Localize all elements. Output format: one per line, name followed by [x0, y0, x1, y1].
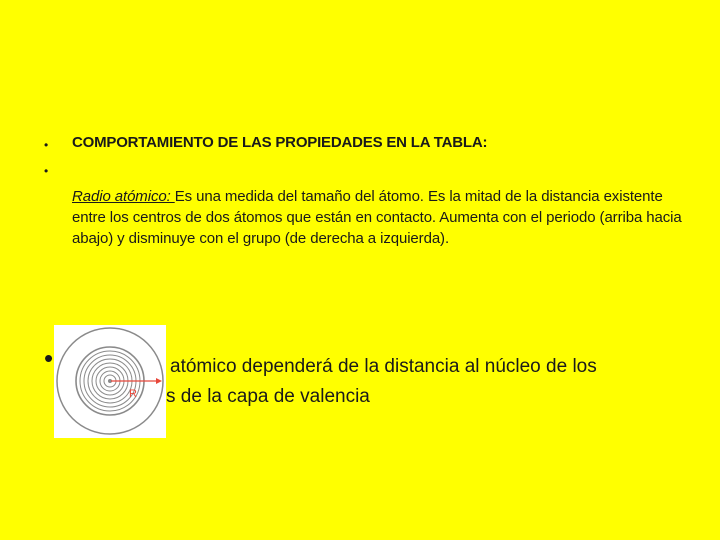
- atomic-radius-term: Radio atómico:: [72, 188, 175, 205]
- atomic-radius-paragraph: [72, 186, 692, 249]
- bullet-dot: •: [44, 138, 49, 152]
- valence-text-line-2: s de la capa de valencia: [166, 386, 370, 407]
- atom-rings-icon: [54, 325, 166, 438]
- bullet-dot: •: [44, 343, 54, 373]
- atom-radius-diagram: [54, 325, 166, 438]
- bullet-dot: •: [44, 164, 49, 178]
- radius-label: R: [129, 388, 137, 400]
- valence-text-line-1: atómico dependerá de la distancia al núcleo de los: [170, 356, 597, 377]
- section-heading: COMPORTAMIENTO DE LAS PROPIEDADES EN LA TABLA:: [72, 134, 488, 151]
- atomic-radius-definition: Es una medida del tamaño del átomo. Es la mitad de la distancia existente entre los centros de dos átomos que están en contacto. Aumenta con el periodo (arriba hacia abajo) y disminuye con el grupo (de derecha a izquierda).: [72, 188, 682, 247]
